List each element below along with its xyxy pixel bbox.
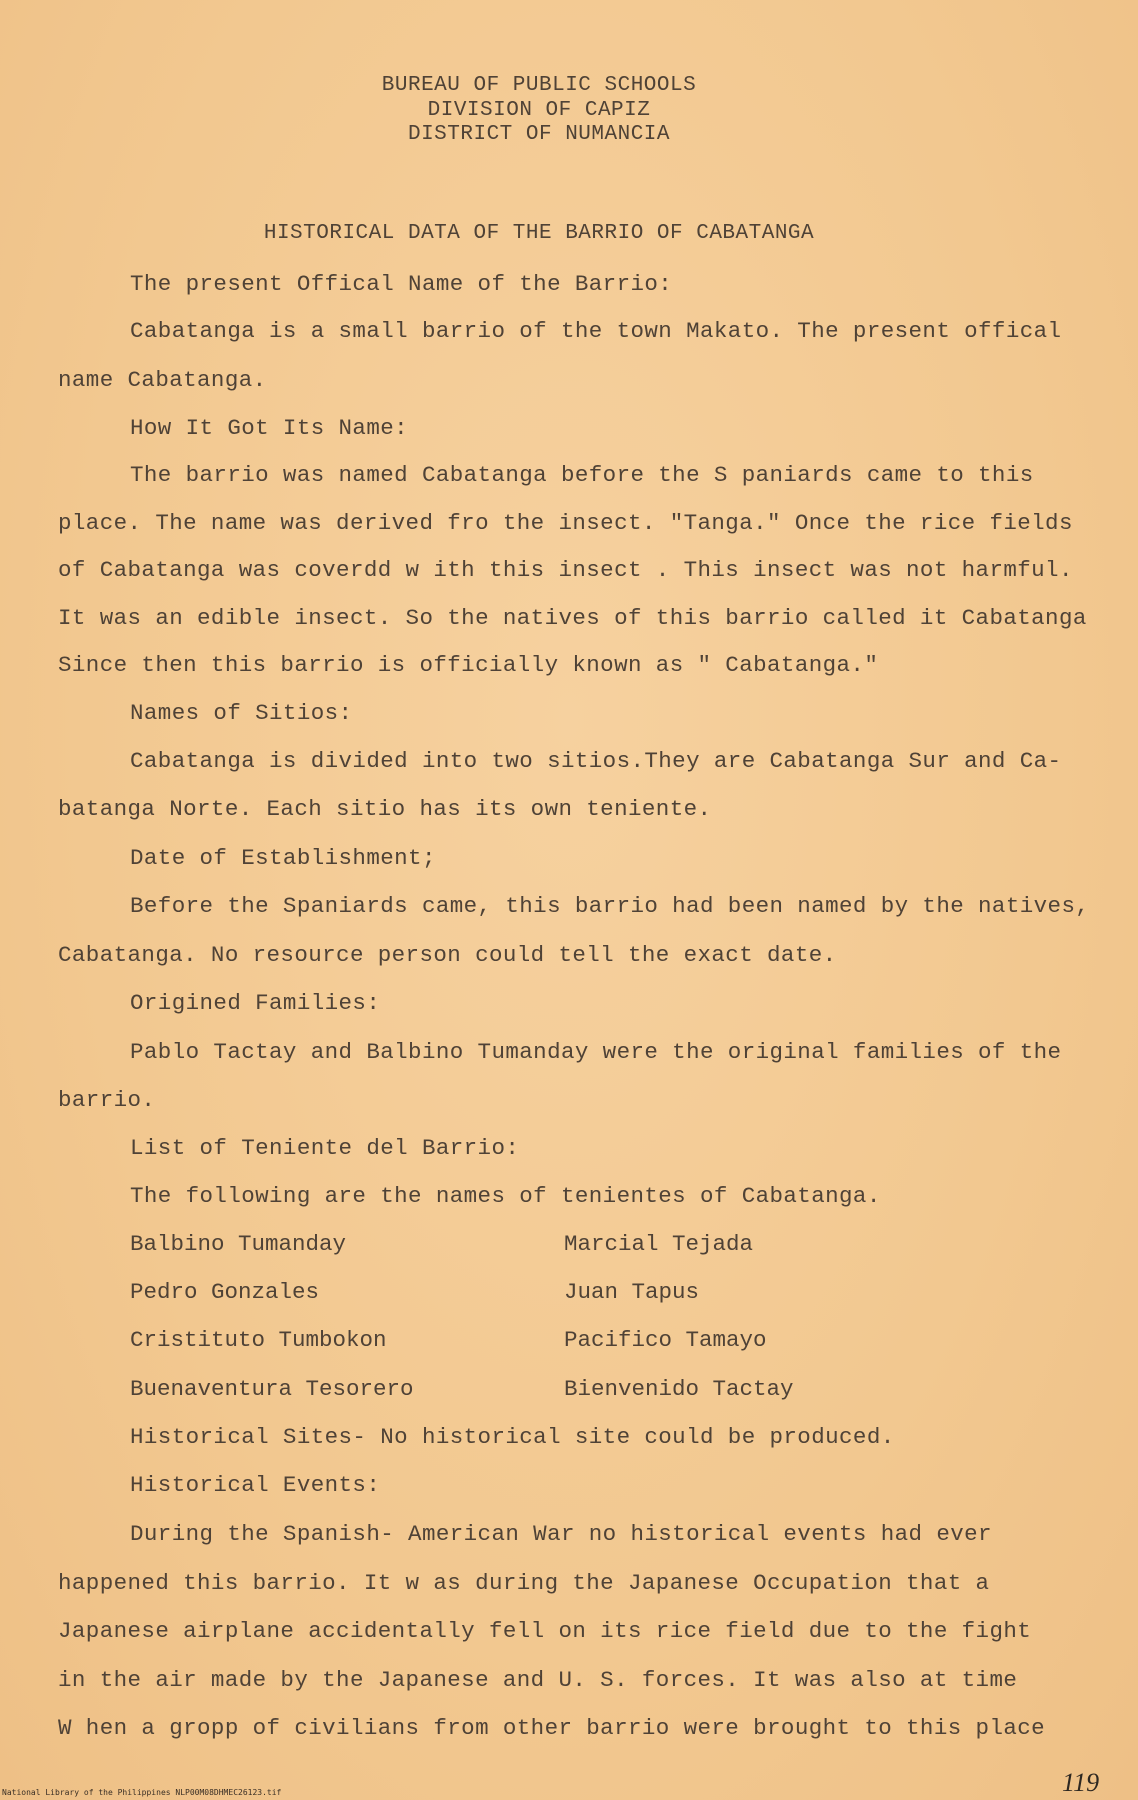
document-title: HISTORICAL DATA OF THE BARRIO OF CABATANGA: [263, 222, 815, 245]
paragraph-line: Pablo Tactay and Balbino Tumanday were the original families of the: [130, 1039, 1062, 1065]
paragraph-line: in the air made by the Japanese and U. S. forces. It was also at time: [58, 1667, 1018, 1693]
teniente-name: Pacifico Tamayo: [564, 1327, 767, 1353]
heading-tenientes: List of Teniente del Barrio:: [130, 1135, 520, 1161]
paragraph-line: name Cabatanga.: [58, 367, 267, 393]
paragraph-line: The barrio was named Cabatanga before the S paniards came to this: [130, 462, 1034, 488]
paragraph-line: place. The name was derived fro the insect. "Tanga." Once the rice fields: [58, 510, 1073, 536]
header-division: DIVISION OF CAPIZ: [427, 99, 651, 122]
teniente-name: Marcial Tejada: [564, 1231, 754, 1257]
page-number: 119: [1062, 1768, 1100, 1797]
paragraph-line: W hen a gropp of civilians from other barrio were brought to this place: [58, 1715, 1046, 1741]
teniente-name: Juan Tapus: [564, 1279, 700, 1305]
paragraph-line: batanga Norte. Each sitio has its own teniente.: [58, 796, 712, 822]
teniente-name: Bienvenido Tactay: [564, 1376, 794, 1402]
paragraph-line: barrio.: [58, 1087, 156, 1113]
paragraph-line: Cabatanga. No resource person could tell the exact date.: [58, 942, 837, 968]
paragraph-line: The following are the names of tenientes of Cabatanga.: [130, 1183, 881, 1209]
archive-footer: National Library of the Philippines NLP00M08DHMEC26123.tif: [2, 1788, 282, 1797]
teniente-name: Balbino Tumanday: [130, 1231, 347, 1257]
header-district: DISTRICT OF NUMANCIA: [407, 123, 671, 146]
heading-events: Historical Events:: [130, 1472, 381, 1498]
heading-sites: Historical Sites- No historical site could be produced.: [130, 1424, 895, 1450]
paragraph-line: Since then this barrio is officially known as " Cabatanga.": [58, 652, 879, 678]
paragraph-line: It was an edible insect. So the natives of this barrio called it Cabatanga: [58, 605, 1087, 631]
teniente-name: Cristituto Tumbokon: [130, 1327, 387, 1353]
heading-name-origin: How It Got Its Name:: [130, 415, 409, 441]
heading-establishment: Date of Establishment;: [130, 845, 436, 871]
paragraph-line: of Cabatanga was coverdd w ith this insect . This insect was not harmful.: [58, 557, 1073, 583]
paragraph-line: Cabatanga is divided into two sitios.They are Cabatanga Sur and Ca-: [130, 748, 1062, 774]
heading-official-name: The present Offical Name of the Barrio:: [130, 271, 673, 297]
paragraph-line: Cabatanga is a small barrio of the town Makato. The present offical: [130, 318, 1062, 344]
paragraph-line: Japanese airplane accidentally fell on its rice field due to the fight: [58, 1618, 1032, 1644]
heading-families: Origined Families:: [130, 990, 381, 1016]
paragraph-line: During the Spanish- American War no historical events had ever: [130, 1521, 992, 1547]
teniente-name: Buenaventura Tesorero: [130, 1376, 414, 1402]
paragraph-line: Before the Spaniards came, this barrio had been named by the natives,: [130, 893, 1090, 919]
heading-sitios: Names of Sitios:: [130, 700, 353, 726]
teniente-name: Pedro Gonzales: [130, 1279, 320, 1305]
header-bureau: BUREAU OF PUBLIC SCHOOLS: [381, 74, 697, 97]
paragraph-line: happened this barrio. It w as during the Japanese Occupation that a: [58, 1570, 990, 1596]
